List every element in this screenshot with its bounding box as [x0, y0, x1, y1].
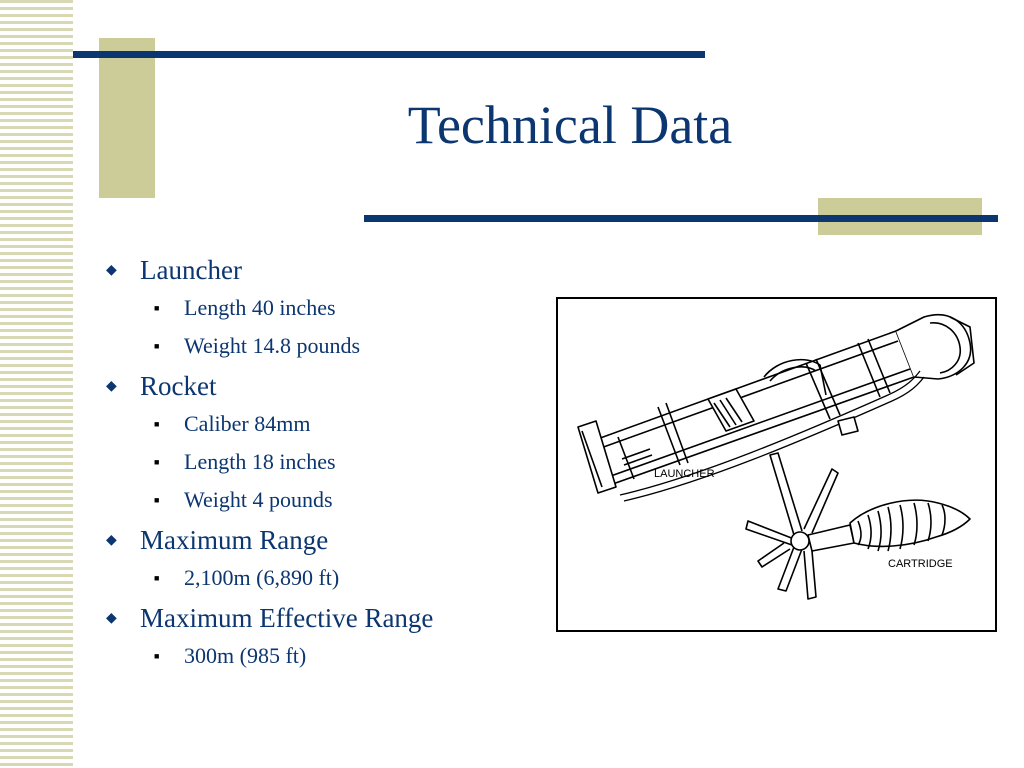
diamond-icon: ◆ — [106, 379, 117, 394]
square-icon: ■ — [154, 303, 160, 313]
sub-bullet — [140, 481, 433, 519]
slide-title: Technical Data — [407, 95, 733, 155]
bullet-label: Maximum Effective Range — [140, 603, 434, 633]
sub-list — [140, 405, 433, 519]
sub-bullet-text: Length 18 inches — [184, 449, 336, 474]
sub-bullet — [140, 405, 433, 443]
square-icon: ■ — [154, 419, 160, 429]
square-icon: ■ — [154, 573, 160, 583]
sub-bullet — [140, 559, 433, 597]
launcher-label: LAUNCHER — [654, 468, 715, 480]
bottom-accent-bar — [364, 215, 998, 222]
diamond-icon: ◆ — [106, 263, 117, 278]
sub-bullet-text: Length 40 inches — [184, 295, 336, 320]
bullet-maximum-effective-range — [104, 602, 433, 675]
square-icon: ■ — [154, 457, 160, 467]
sub-bullet-text: Weight 14.8 pounds — [184, 333, 361, 358]
sub-bullet — [140, 443, 433, 481]
bullet-launcher — [104, 254, 433, 365]
sub-bullet-text: Caliber 84mm — [184, 411, 311, 436]
sub-bullet — [140, 289, 433, 327]
diamond-icon: ◆ — [106, 533, 117, 548]
weapon-illustration — [556, 297, 997, 632]
sub-bullet — [140, 637, 433, 675]
khaki-block-top-left — [99, 38, 155, 198]
bullet-list — [104, 254, 433, 680]
sub-bullet-text: 300m (985 ft) — [184, 643, 307, 668]
sub-bullet-text: Weight 4 pounds — [184, 487, 333, 512]
weapon-drawing — [558, 299, 995, 630]
sub-list — [140, 559, 433, 597]
bullet-label: Rocket — [140, 371, 217, 401]
left-stripe-decoration — [0, 0, 73, 768]
square-icon: ■ — [154, 341, 160, 351]
bullet-maximum-range — [104, 524, 433, 597]
square-icon: ■ — [154, 651, 160, 661]
bullet-label: Maximum Range — [140, 525, 329, 555]
diamond-icon: ◆ — [106, 611, 117, 626]
cartridge-drawing — [746, 453, 970, 599]
sub-bullet-text: 2,100m (6,890 ft) — [184, 565, 340, 590]
sub-list — [140, 637, 433, 675]
cartridge-label: CARTRIDGE — [888, 558, 953, 570]
bullet-rocket — [104, 370, 433, 519]
top-accent-bar — [73, 51, 705, 58]
sub-bullet — [140, 327, 433, 365]
square-icon: ■ — [154, 495, 160, 505]
bullet-label: Launcher — [140, 255, 242, 285]
sub-list — [140, 289, 433, 365]
